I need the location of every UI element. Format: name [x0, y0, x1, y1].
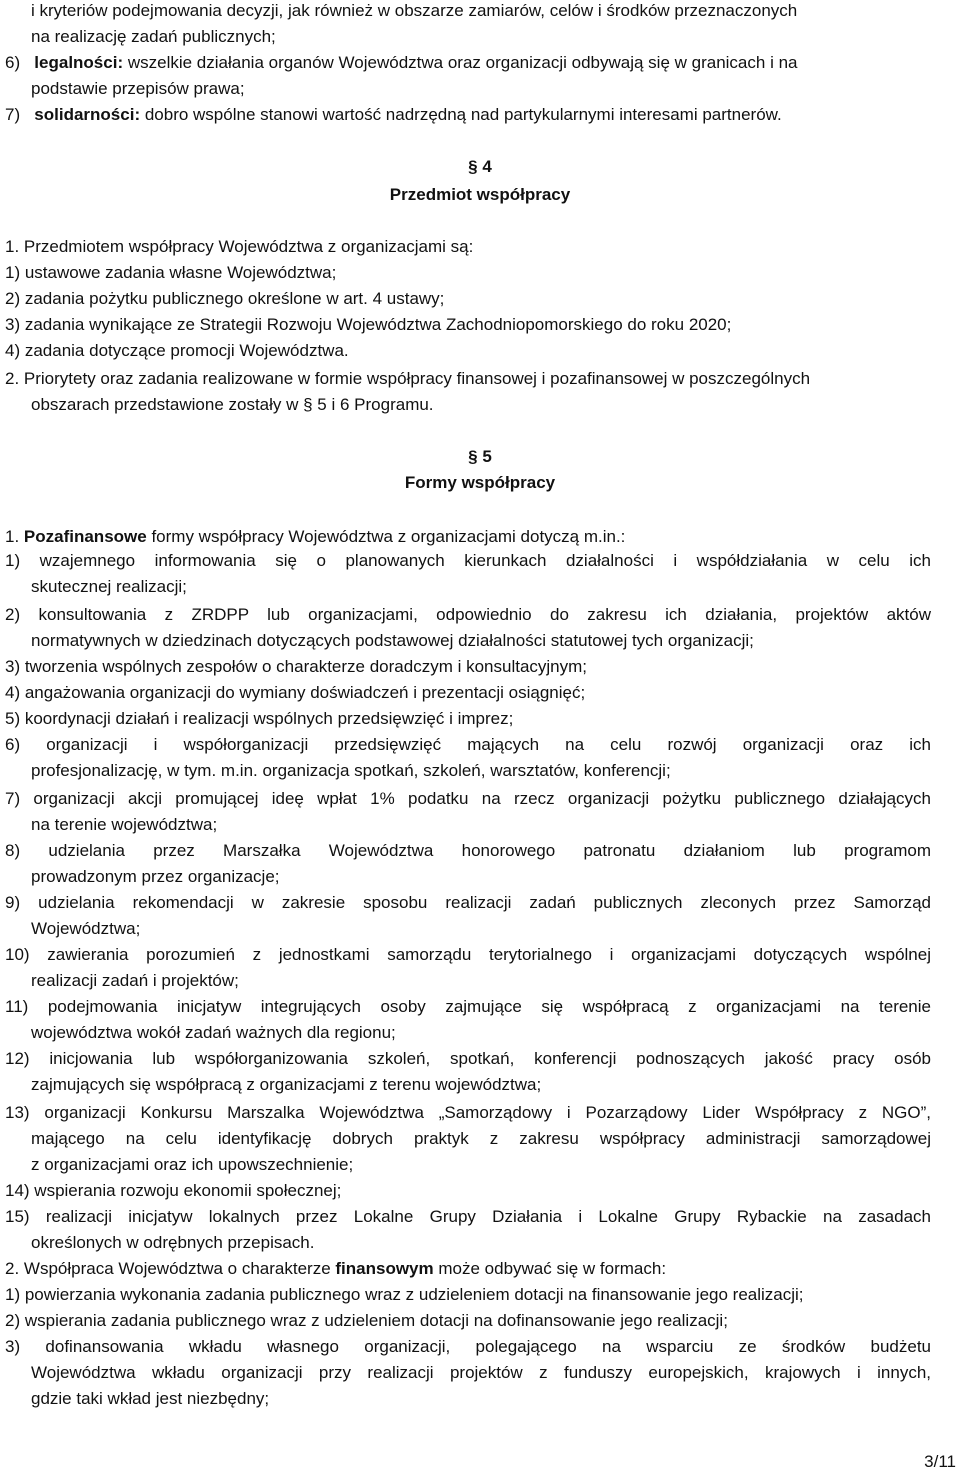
- list-item: 15) realizacji inicjatyw lokalnych przez Lokalne Grupy Działania i Lokalne Grupy Rybackie na zasadach: [5, 1207, 931, 1226]
- text-line: i kryteriów podejmowania decyzji, jak również w obszarze zamiarów, celów i środków przeznaczonych: [31, 1, 798, 20]
- paragraph-number: 1.: [5, 527, 24, 546]
- list-item: 11) podejmowania inicjatyw integrujących osoby zajmujące się współpracą z organizacjami na terenie: [5, 997, 931, 1016]
- text-run: 2. Współpraca Województwa o charakterze: [5, 1259, 336, 1278]
- list-item: 12) inicjowania lub współorganizowania szkoleń, spotkań, konferencji podnoszących jakość pracy osób: [5, 1049, 931, 1068]
- bold-term: solidarności:: [34, 105, 141, 124]
- text-run: formy współpracy Województwa z organizacjami dotyczą m.in.:: [146, 527, 626, 546]
- text-line: województwa wokół zadań ważnych dla regionu;: [31, 1023, 396, 1042]
- list-item: [5, 104, 782, 126]
- text-line: 2. Priorytety oraz zadania realizowane w formie współpracy finansowej i pozafinansowej w poszczególnych: [5, 369, 811, 388]
- list-item: 2) zadania pożytku publicznego określone w art. 4 ustawy;: [5, 289, 445, 308]
- list-number: 6): [5, 53, 21, 72]
- list-item: 3) zadania wynikające ze Strategii Rozwoju Województwa Zachodniopomorskiego do roku 2020;: [5, 315, 732, 334]
- page-number: 3/11: [924, 1452, 956, 1471]
- text-line: określonych w odrębnych przepisach.: [31, 1233, 315, 1252]
- text-line: mającego na celu identyfikację dobrych praktyk z zakresu współpracy administracji samorządowej: [31, 1129, 931, 1148]
- list-item: 1) powierzania wykonania zadania publicznego wraz z udzieleniem dotacji na finansowanie jego realizacji;: [5, 1285, 804, 1304]
- text-line: skutecznej realizacji;: [31, 577, 187, 596]
- list-item: 14) wspierania rozwoju ekonomii społecznej;: [5, 1181, 342, 1200]
- text-line: na realizację zadań publicznych;: [31, 27, 276, 46]
- list-item: [5, 52, 797, 74]
- list-item: 8) udzielania przez Marszałka Województwa honorowego patronatu działaniom lub programom: [5, 841, 931, 860]
- list-item: 3) tworzenia wspólnych zespołów o charakterze doradczym i konsultacyjnym;: [5, 657, 588, 676]
- list-item: 4) zadania dotyczące promocji Województwa.: [5, 341, 349, 360]
- list-item: 10) zawierania porozumień z jednostkami samorządu terytorialnego i organizacjami dotyczących wspólnej: [5, 945, 931, 964]
- text-line: 1. Przedmiotem współpracy Województwa z organizacjami są:: [5, 237, 474, 256]
- list-item: 5) koordynacji działań i realizacji wspólnych przedsięwzięć i imprez;: [5, 709, 514, 728]
- text-line: realizacji zadań i projektów;: [31, 971, 239, 990]
- list-text: dobro wspólne stanowi wartość nadrzędną nad partykularnymi interesami partnerów.: [140, 105, 782, 124]
- text-run: może odbywać się w formach:: [433, 1259, 667, 1278]
- text-line: z organizacjami oraz ich upowszechnienie;: [31, 1155, 354, 1174]
- list-text: wszelkie działania organów Województwa oraz organizacji odbywają się w granicach i na: [123, 53, 798, 72]
- list-item: 1) ustawowe zadania własne Województwa;: [5, 263, 337, 282]
- text-line: podstawie przepisów prawa;: [31, 79, 245, 98]
- text-line: [5, 1258, 666, 1280]
- list-item: 6) organizacji i współorganizacji przedsięwzięć mających na celu rozwój organizacji oraz ich: [5, 735, 931, 754]
- bold-term: finansowym: [335, 1259, 434, 1278]
- list-item: 3) dofinansowania wkładu własnego organizacji, polegającego na wsparciu ze środków budżetu: [5, 1337, 931, 1356]
- text-line: zajmujących się współpracą z organizacjami z terenu województwa;: [31, 1075, 542, 1094]
- list-item: 2) wspierania zadania publicznego wraz z udzieleniem dotacji na dofinansowanie jego realizacji;: [5, 1311, 728, 1330]
- text-line: prowadzonym przez organizacje;: [31, 867, 280, 886]
- list-number: 7): [5, 105, 21, 124]
- text-line: [5, 526, 625, 548]
- section-title: Formy współpracy: [404, 473, 556, 492]
- bold-term: legalności:: [34, 53, 124, 72]
- text-line: Województwa;: [31, 919, 141, 938]
- text-line: normatywnych w dziedzinach dotyczących podstawowej działalności statutowej tych organizacji;: [31, 631, 754, 650]
- list-item: 9) udzielania rekomendacji w zakresie sposobu realizacji zadań publicznych zleconych przez Samorząd: [5, 893, 931, 912]
- text-line: profesjonalizację, w tym. m.in. organizacja spotkań, szkoleń, warsztatów, konferencji;: [31, 761, 671, 780]
- list-item: 13) organizacji Konkursu Marszalka Województwa „Samorządowy i Pozarządowy Lider Współpracy z NGO”,: [5, 1103, 931, 1122]
- text-line: Województwa wkładu organizacji przy realizacji projektów z funduszy europejskich, krajowych i innych,: [31, 1363, 931, 1382]
- section-symbol: § 4: [468, 157, 492, 176]
- text-line: obszarach przedstawione zostały w § 5 i 6 Programu.: [31, 395, 434, 414]
- text-line: gdzie taki wkład jest niezbędny;: [31, 1389, 270, 1408]
- bold-term: Pozafinansowe: [23, 527, 147, 546]
- list-item: 4) angażowania organizacji do wymiany doświadczeń i prezentacji osiągnięć;: [5, 683, 586, 702]
- section-title: Przedmiot współpracy: [389, 185, 571, 204]
- section-symbol: § 5: [468, 447, 492, 466]
- list-item: 7) organizacji akcji promującej ideę wpłat 1% podatku na rzecz organizacji pożytku publicznego działających: [5, 789, 931, 808]
- text-line: na terenie województwa;: [31, 815, 218, 834]
- list-item: 2) konsultowania z ZRDPP lub organizacjami, odpowiednio do zakresu ich działania, projektów aktów: [5, 605, 931, 624]
- list-item: 1) wzajemnego informowania się o planowanych kierunkach działalności i współdziałania w celu ich: [5, 551, 931, 570]
